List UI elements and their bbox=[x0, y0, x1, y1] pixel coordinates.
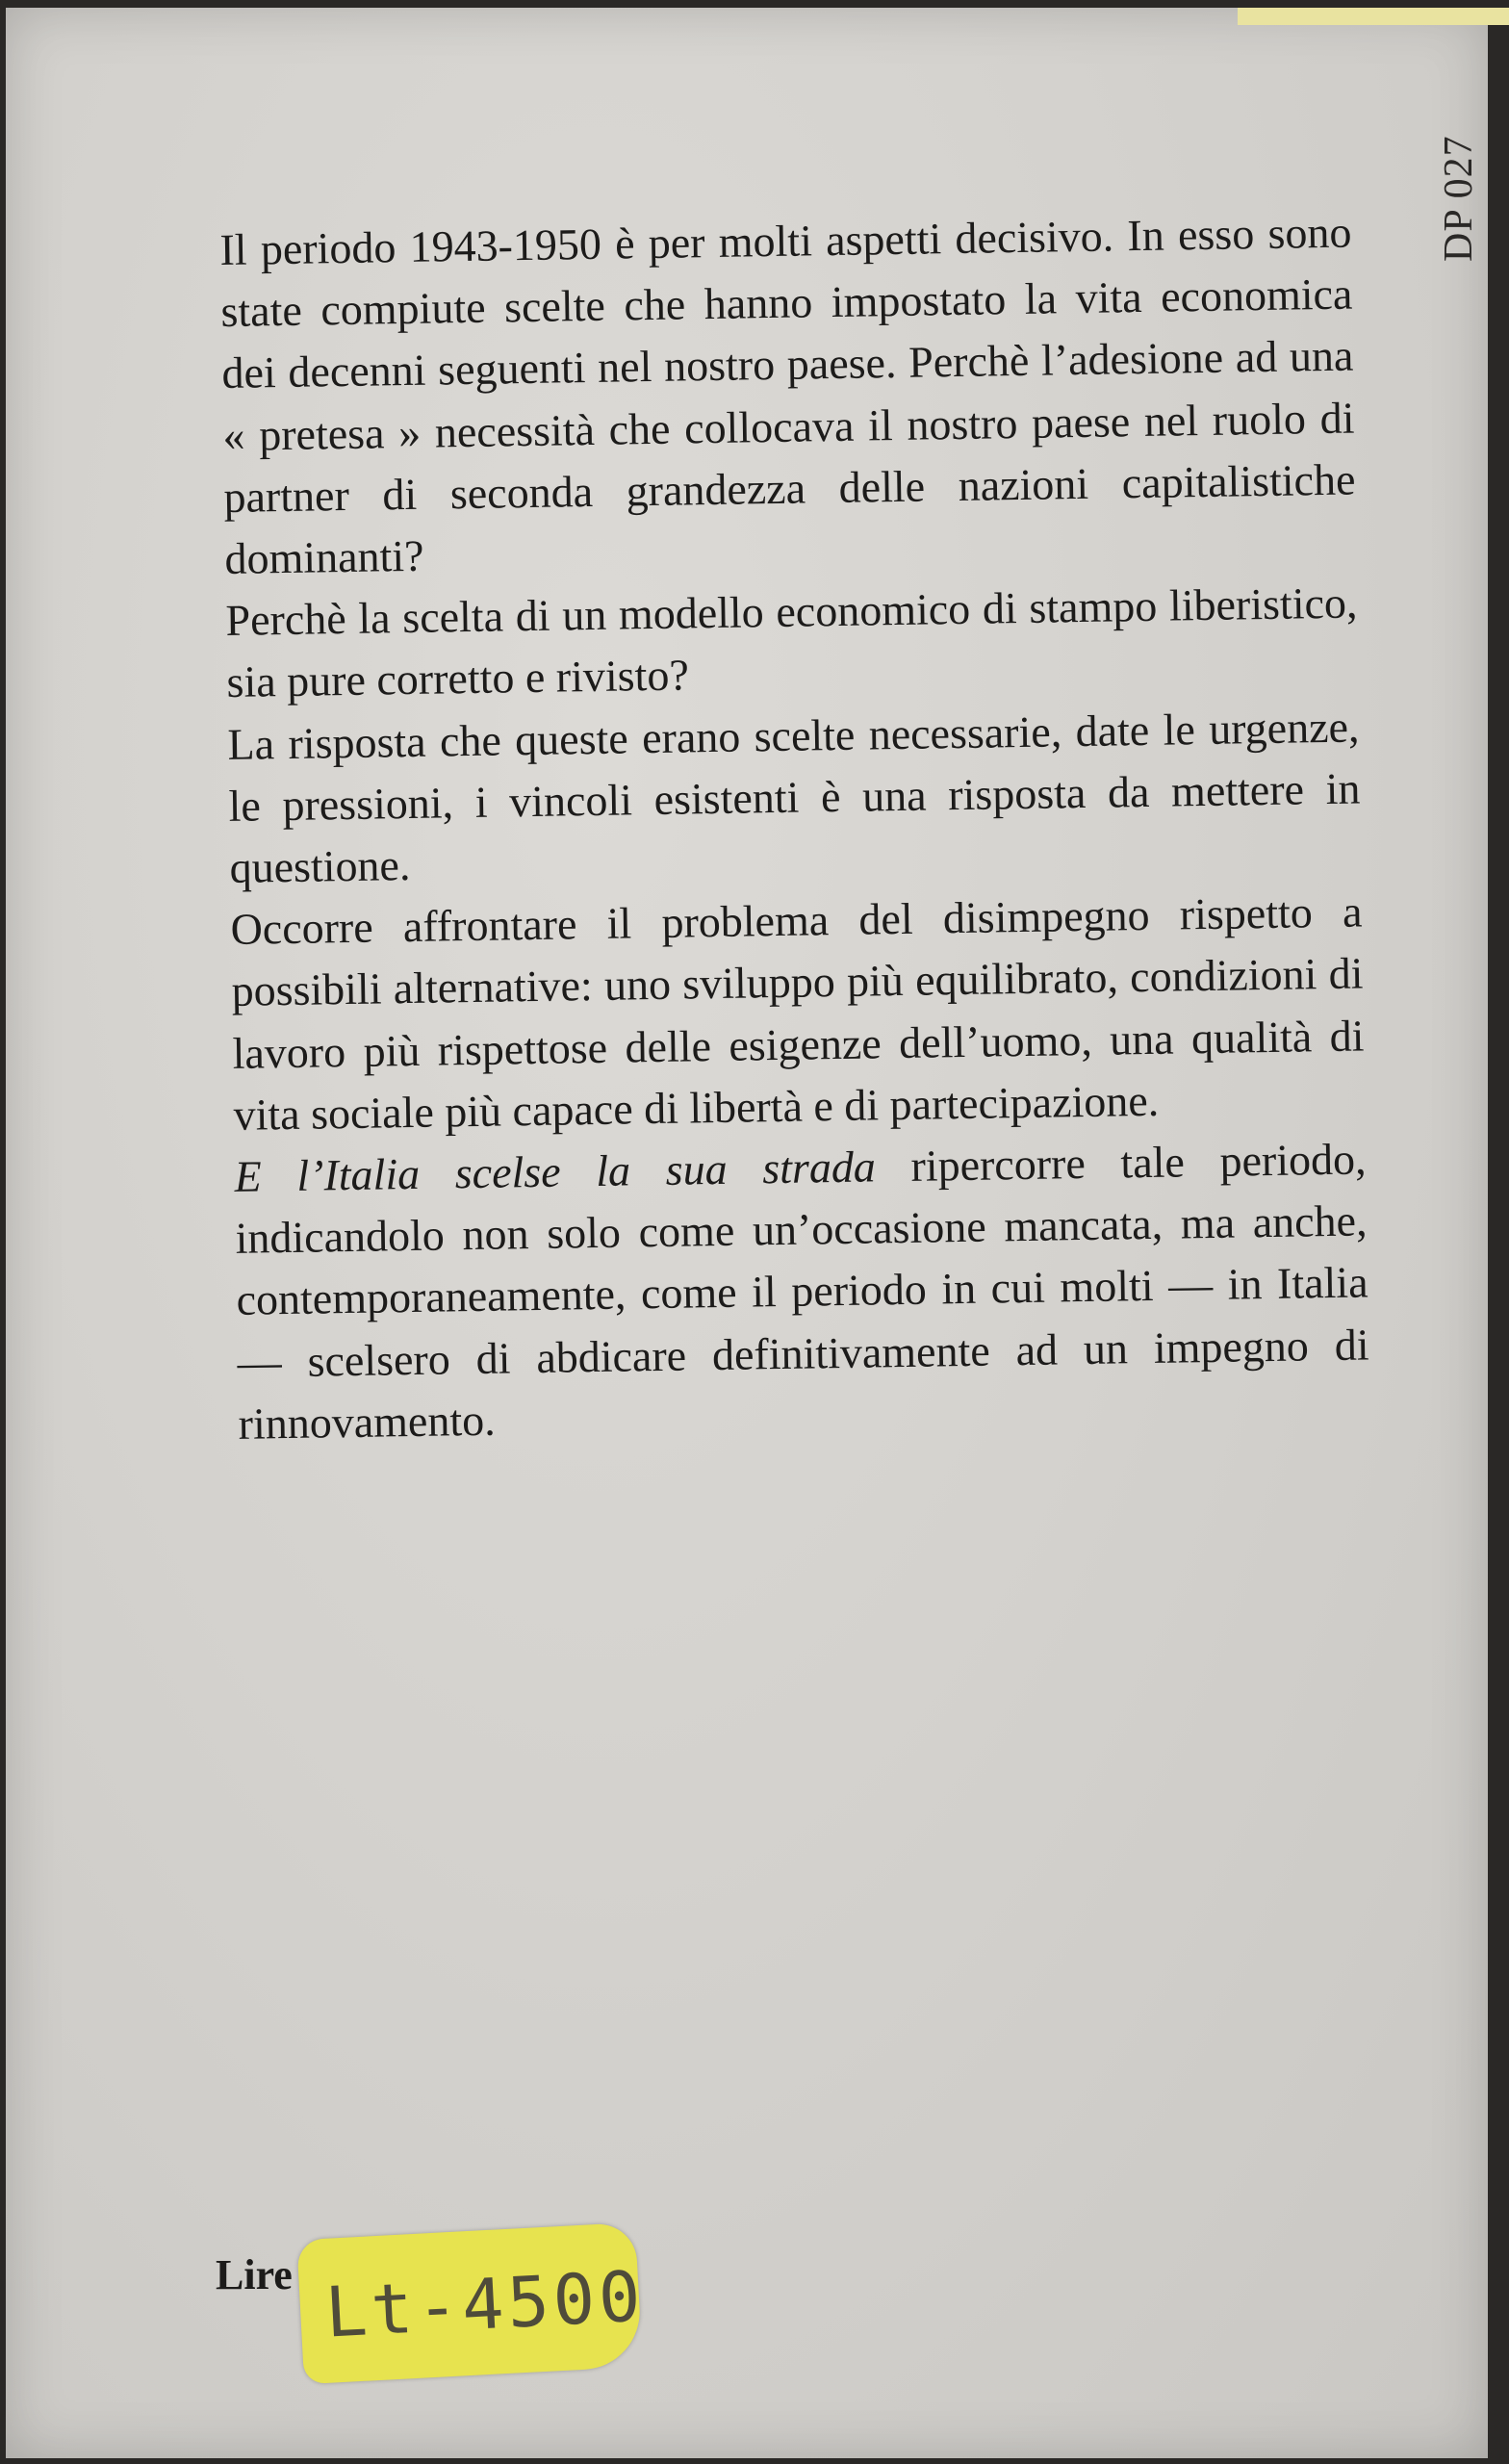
blurb-paragraph-5 bbox=[234, 1128, 1370, 1454]
blurb-paragraph-3: La risposta che queste erano scelte necessarie, date le urgenze, le pressioni, i vincoli esistenti è una risposta da mettere in questione. bbox=[227, 702, 1361, 892]
price-label: Lire bbox=[216, 2251, 293, 2298]
yellow-tape-strip bbox=[1238, 8, 1509, 25]
blurb-text bbox=[219, 202, 1370, 1455]
book-title-italic: E l’Italia scelse la sua strada bbox=[234, 1142, 877, 1201]
blurb-paragraph-5-text: ripercorre tale periodo, indicandolo non solo come un’occasione mancata, ma anche, contemporaneamente, come il periodo in cui molti — in Italia — scelsero di abdicare definitivamente ad un impegno di rinnovamento. bbox=[235, 1134, 1369, 1449]
series-code: DP 027 bbox=[1437, 135, 1481, 262]
blurb-paragraph-4: Occorre affrontare il problema del disimpegno rispetto a possibili alternative: uno sviluppo più equilibrato, condizioni di lavoro più rispettose delle esigenze dell’uomo, una qualità di vita sociale più capace di libertà e di partecipazione. bbox=[230, 886, 1365, 1140]
blurb-paragraph-2: Perchè la scelta di un modello economico di stampo liberistico, sia pure corretto e rivisto? bbox=[225, 578, 1358, 707]
price-sticker-value: Lt-4500 bbox=[323, 2255, 647, 2353]
blurb-paragraph-1: Il periodo 1943-1950 è per molti aspetti decisivo. In esso sono state compiute scelte che hanno impostato la vita economica dei decenni seguenti nel nostro paese. Perchè l’adesione ad una « pretesa » necessità che collocava il nostro paese nel ruolo di partner di seconda grandezza delle nazioni capitalistiche dominanti? bbox=[219, 207, 1356, 583]
